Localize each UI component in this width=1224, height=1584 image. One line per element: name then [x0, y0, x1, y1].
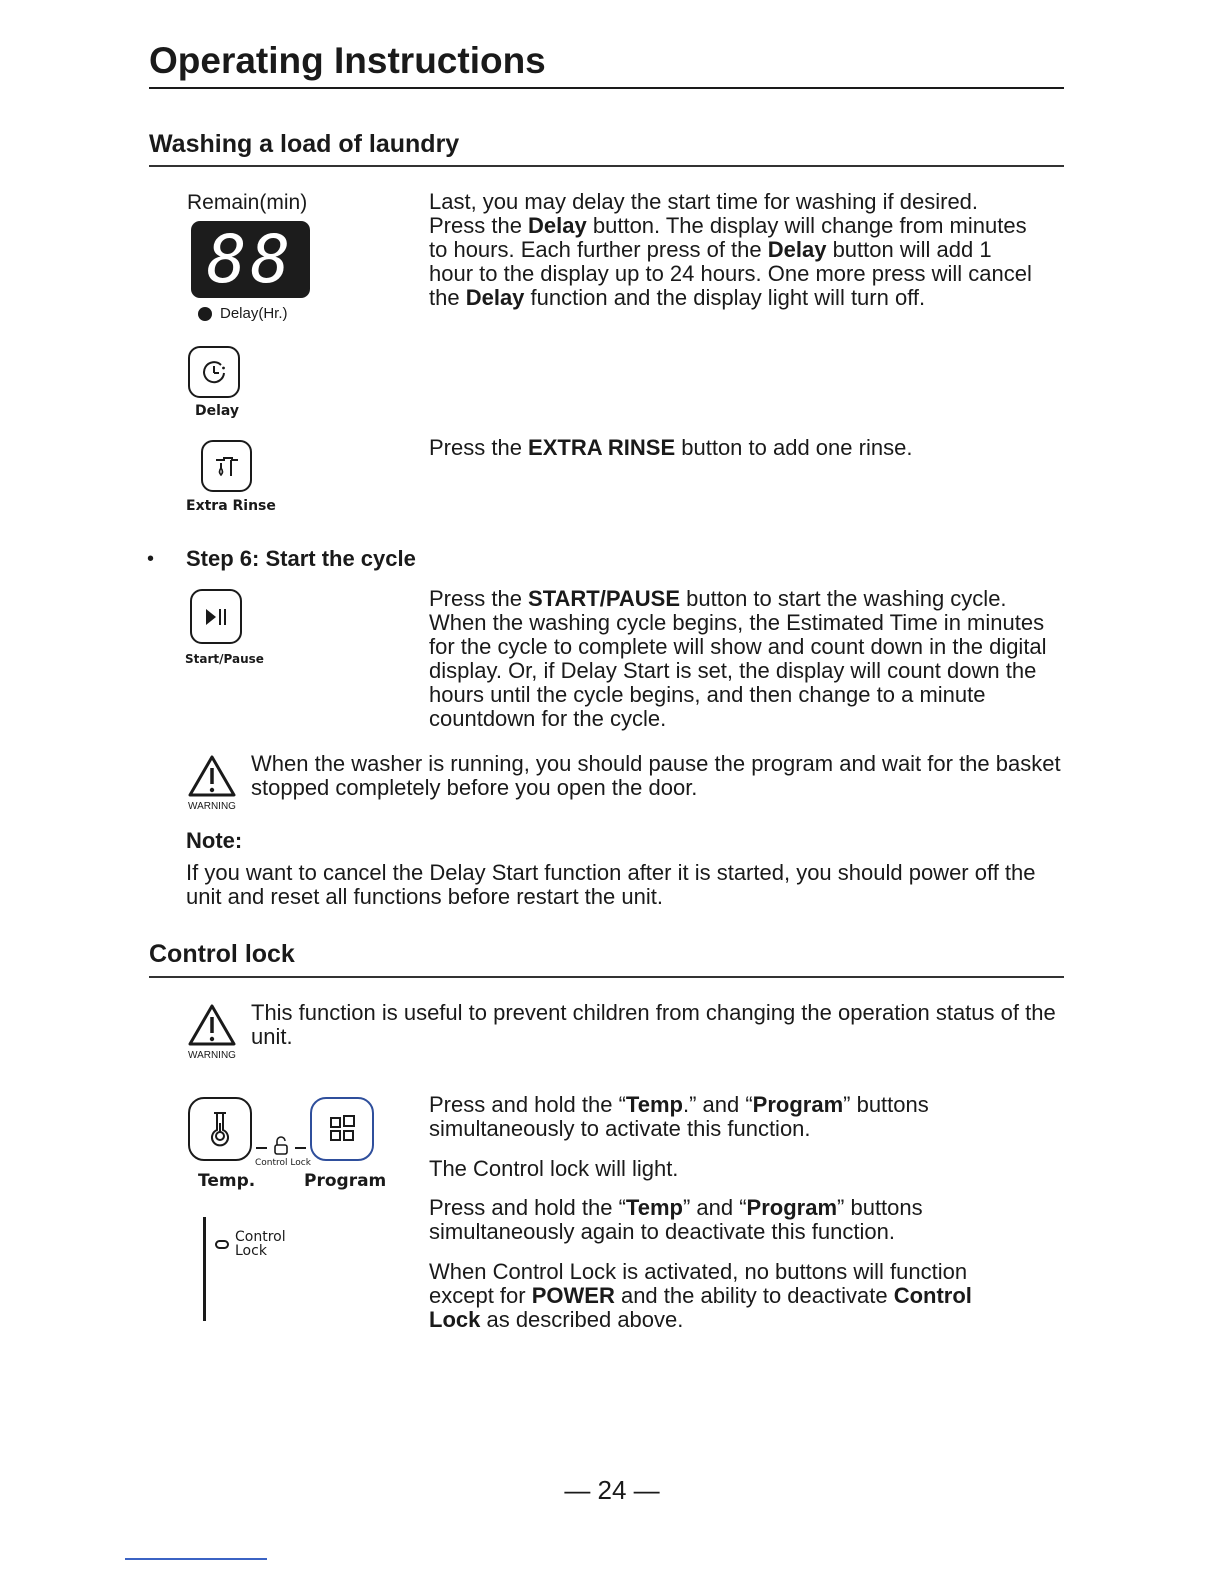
text-run: Last, you may delay the start time for washing if desired. Press the: [429, 189, 979, 238]
emphasis-text: Delay: [528, 213, 587, 238]
program-button[interactable]: [310, 1097, 374, 1161]
control-lock-deactivate-text: [429, 1196, 1029, 1244]
text-run: .” and “: [682, 1092, 753, 1117]
extra-rinse-button-label: Extra Rinse: [186, 498, 276, 514]
display-digits: 88: [206, 220, 295, 298]
start-pause-paragraph: [429, 587, 1059, 731]
emphasis-text: EXTRA RINSE: [528, 435, 676, 460]
control-lock-small-label: Control Lock: [255, 1158, 311, 1168]
remain-label: Remain(min): [187, 191, 308, 214]
temp-button-label: Temp.: [198, 1171, 256, 1191]
warning-icon: [186, 753, 238, 799]
delay-button[interactable]: [188, 346, 240, 398]
section-title-washing: Washing a load of laundry: [149, 130, 460, 158]
text-run: ” and “: [682, 1195, 747, 1220]
text-run: button to start the washing cycle. When the washing cycle begins, the Estimated Time in minutes for the cycle to complete will show and count down in the digital display. Or, if Delay Start is set, the display will count down the hours until the cycle begins, and then change to a minute countdown for the cycle.: [429, 586, 1047, 731]
delay-indicator-dot: [198, 307, 212, 321]
start-pause-button-label: Start/Pause: [185, 652, 264, 666]
text-run: Press the: [429, 435, 529, 460]
emphasis-text: Temp: [625, 1092, 683, 1117]
note-title: Note:: [186, 828, 243, 853]
extra-rinse-icon: [212, 451, 242, 481]
emphasis-text: Temp: [625, 1195, 683, 1220]
lock-link-icon: [253, 1135, 309, 1157]
start-pause-button[interactable]: [190, 589, 242, 644]
text-run: as described above.: [480, 1307, 684, 1332]
thermometer-icon: [203, 1109, 237, 1149]
text-run: button to add one rinse.: [675, 435, 913, 460]
control-lock-power-text: [429, 1260, 1029, 1332]
warning-children-text: This function is useful to prevent children from changing the operation status of the unit.: [251, 1000, 1056, 1049]
section-rule-washing: [149, 165, 1064, 167]
text-run: When Control Lock is activated, no buttons will function except for: [429, 1259, 968, 1308]
extra-rinse-paragraph: [429, 436, 1069, 460]
emphasis-text: Program: [746, 1195, 838, 1220]
emphasis-text: Control Lock: [429, 1283, 972, 1332]
clock-icon: [199, 357, 229, 387]
program-button-label: Program: [304, 1171, 387, 1191]
delay-hr-label: Delay(Hr.): [220, 305, 288, 322]
footer-line: [125, 1558, 267, 1560]
emphasis-text: START/PAUSE: [528, 586, 681, 611]
warning-icon: [186, 1002, 238, 1048]
delay-paragraph: [429, 190, 1039, 310]
control-lock-activate-text: [429, 1093, 1029, 1141]
text-run: Press and hold the “: [429, 1195, 626, 1220]
temp-button[interactable]: [188, 1097, 252, 1161]
emphasis-text: Delay: [465, 285, 525, 310]
step-bullet: •: [147, 548, 155, 570]
warning-label: WARNING: [188, 801, 236, 812]
control-lock-indicator-label-1: Control: [235, 1229, 286, 1245]
text-run: and the ability to deactivate: [614, 1283, 894, 1308]
text-run: button. The display will change from minutes to hours. Each further press of the: [429, 213, 1027, 262]
play-pause-icon: [199, 602, 233, 632]
warning-running-text: When the washer is running, you should pause the program and wait for the basket stopped completely before you open the door.: [251, 751, 1061, 800]
digital-display: [191, 221, 310, 298]
delay-button-label: Delay: [195, 403, 240, 419]
program-grid-icon: [327, 1114, 357, 1144]
text-run: ” buttons simultaneously again to deactivate this function.: [429, 1195, 923, 1244]
note-text: If you want to cancel the Delay Start function after it is started, you should power off the unit and reset all functions before restart the unit.: [186, 860, 1036, 909]
control-lock-indicator-label-2: Lock: [235, 1243, 267, 1259]
text-run: Press and hold the “: [429, 1092, 626, 1117]
control-lock-light-text: The Control lock will light.: [429, 1156, 679, 1181]
page-title: Operating Instructions: [149, 40, 546, 81]
text-run: button will add 1 hour to the display up to 24 hours. One more press will cancel the: [429, 237, 1032, 310]
indicator-panel-edge: [203, 1217, 206, 1321]
page-number: — 24 —: [564, 1475, 660, 1505]
warning-label: WARNING: [188, 1050, 236, 1061]
control-lock-indicator-light: [215, 1240, 229, 1249]
section-title-control-lock: Control lock: [149, 940, 295, 968]
step-6-title: Step 6: Start the cycle: [186, 546, 416, 571]
text-run: ” buttons simultaneously to activate this function.: [429, 1092, 929, 1141]
emphasis-text: POWER: [531, 1283, 615, 1308]
emphasis-text: Delay: [767, 237, 827, 262]
text-run: Press the: [429, 586, 529, 611]
title-rule: [149, 87, 1064, 89]
extra-rinse-button[interactable]: [201, 440, 252, 492]
section-rule-control-lock: [149, 976, 1064, 978]
text-run: function and the display light will turn off.: [524, 285, 926, 310]
emphasis-text: Program: [752, 1092, 844, 1117]
